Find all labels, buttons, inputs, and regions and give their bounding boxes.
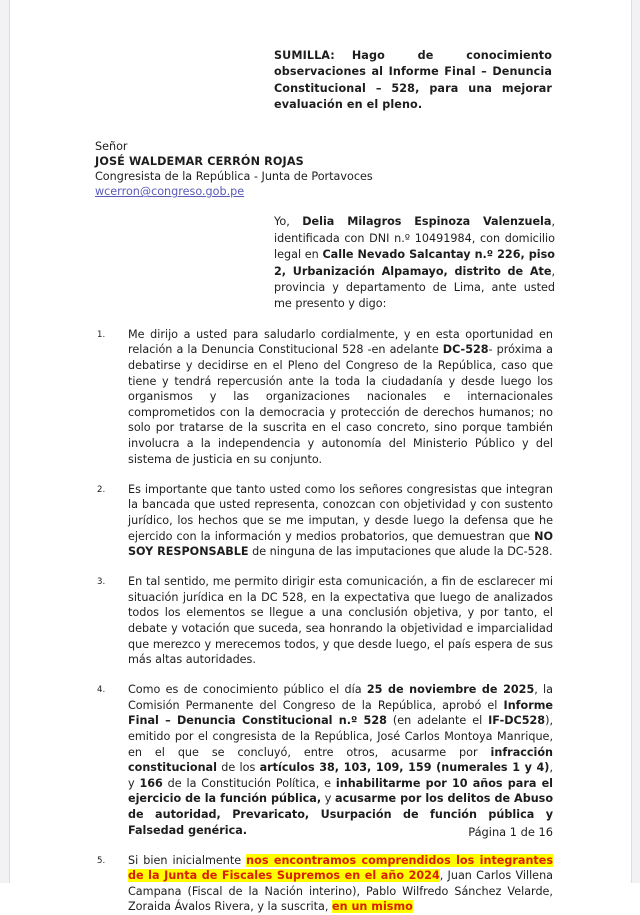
page-number-label: Página 1 de 16 (468, 825, 553, 839)
numbered-paragraph (88, 682, 553, 838)
numbered-paragraph (88, 853, 553, 915)
page-footer (10, 825, 553, 839)
paragraph-text: de la Constitución Política, e (162, 776, 336, 790)
paragraph-text: (en adelante el (386, 714, 489, 728)
paragraph-number: 4. (97, 685, 106, 696)
paragraph-number: 3. (97, 577, 106, 588)
highlighted-text: nos encontramos comprendidos los integrantes de la Junta de Fiscales Supremos en el año 2024 (128, 853, 554, 883)
addressee-role: Congresista de la República - Junta de Portavoces (95, 170, 373, 184)
sender-intro-block (274, 214, 555, 312)
paragraph-text: , Juan Carlos Villena Campana (Fiscal de la Nación interino), Pablo Wilfredo Sánchez Velarde, Zoraida Ávalos Rivera, y la suscrita, (128, 869, 554, 914)
numbered-paragraph (88, 327, 553, 467)
paragraph-text: Es importante que tanto usted como los señores congresistas que integran la bancada que usted representa, conozcan con objetividad y con sustento jurídico, los hechos que se me imputan, y desde luego la defensa que he ejercido con la información y medios probatorios, que demuestran que (128, 482, 553, 543)
paragraph-text: , y (128, 761, 553, 790)
addressee-block (95, 139, 553, 200)
paragraph-text: de los (216, 761, 260, 775)
paragraph-bold-text: 166 (139, 776, 163, 790)
document-body (10, 0, 631, 914)
paragraph-number: 2. (97, 484, 106, 495)
document-page (9, 0, 632, 914)
intro-closing: , provincia y departamento de Lima, ante usted me presento y digo: (274, 264, 555, 311)
paragraph-text: Me dirijo a usted para saludarlo cordialmente, y en esta oportunidad en relación a la Denuncia Constitucional 528 -en adelante (128, 327, 553, 357)
paragraph-text: , la Comisión Permanente del Congreso de la República, aprobó el (128, 683, 554, 712)
paragraph-text: de ninguna de las imputaciones que alude la DC-528. (248, 545, 553, 559)
paragraph-text: ), emitido por el congresista de la República, José Carlos Montoya Manrique, en el que se concluyó, entre otros, acusarme por (128, 714, 554, 759)
intro-lead: Yo, (274, 215, 290, 229)
sender-address: Calle Nevado Salcantay n.º 226, piso 2, Urbanización Alpamayo, distrito de Ate (274, 248, 555, 278)
numbered-paragraph (88, 482, 553, 560)
addressee-salutation: Señor (95, 139, 128, 153)
paragraph-bold-text: inhabilitarme por 10 años para el ejercicio de la función pública, (128, 776, 553, 806)
sender-name: Delia Milagros Espinoza Valenzuela (302, 215, 552, 229)
paragraph-bold-text: IF-DC528 (488, 714, 546, 728)
paragraph-bold-text: artículos 38, 103, 109, 159 (numerales 1 y 4) (259, 761, 550, 775)
highlighted-text: en un mismo (332, 900, 413, 914)
paragraph-text: y (321, 792, 336, 806)
paragraph-bold-text: infracción constitucional (128, 745, 553, 775)
sumilla-label: SUMILLA: (274, 49, 335, 62)
paragraph-text: En tal sentido, me permito dirigir esta comunicación, a fin de esclarecer mi situación jurídica en la DC 528, en la expectativa que luego de analizados todos los elementos se llegue a una conclusión objetiva, y por tanto, el debate y votación que suceda, sea honrando la objetividad e imparcialidad que merezco y merecemos todos, y que desde luego, el país espera de sus más altas autoridades. (128, 575, 553, 667)
paragraph-bold-text: 25 de noviembre de 2025 (366, 683, 535, 697)
sender-id-text: , identificada con DNI n.º 10491984, con domicilio legal en (274, 215, 555, 262)
paragraph-bold-text: DC-528 (442, 343, 489, 357)
paragraph-text: Como es de conocimiento público el día (128, 683, 367, 697)
paragraph-text: Si bien inicialmente (128, 853, 247, 867)
addressee-email-link[interactable]: wcerron@congreso.gob.pe (95, 185, 245, 199)
paragraph-bold-text: Informe Final – Denuncia Constitucional n.º 528 (128, 698, 553, 728)
paragraph-number: 1. (97, 329, 106, 340)
paragraph-bold-text: acusarme por los delitos de Abuso de autoridad, Prevaricato, Usurpación de función pública y Falsedad genérica. (128, 792, 554, 837)
sumilla-block (274, 48, 552, 114)
sumilla-text: Hago de conocimiento observaciones al Informe Final – Denuncia Constitucional – 528, para una mejorar evaluación en el pleno. (274, 49, 552, 112)
numbered-paragraph (88, 574, 553, 668)
paragraph-text: - próxima a debatirse y decidirse en el Pleno del Congreso de la República, caso que tiene y tendrá repercusión ante la toda la ciudadanía y desde luego los organismos y las organizaciones nacionales e internacionales comprometidos con la democracia y protección de derechos humanos; no solo por tratarse de la suscrita en el caso concreto, sino porque también involucra a la independencia y autonomía del Ministerio Público y del sistema de justicia en su conjunto. (128, 343, 553, 466)
paragraph-bold-text: NO SOY RESPONSABLE (128, 529, 553, 559)
paragraph-number: 5. (97, 855, 106, 866)
addressee-name: JOSÉ WALDEMAR CERRÓN ROJAS (95, 154, 304, 168)
